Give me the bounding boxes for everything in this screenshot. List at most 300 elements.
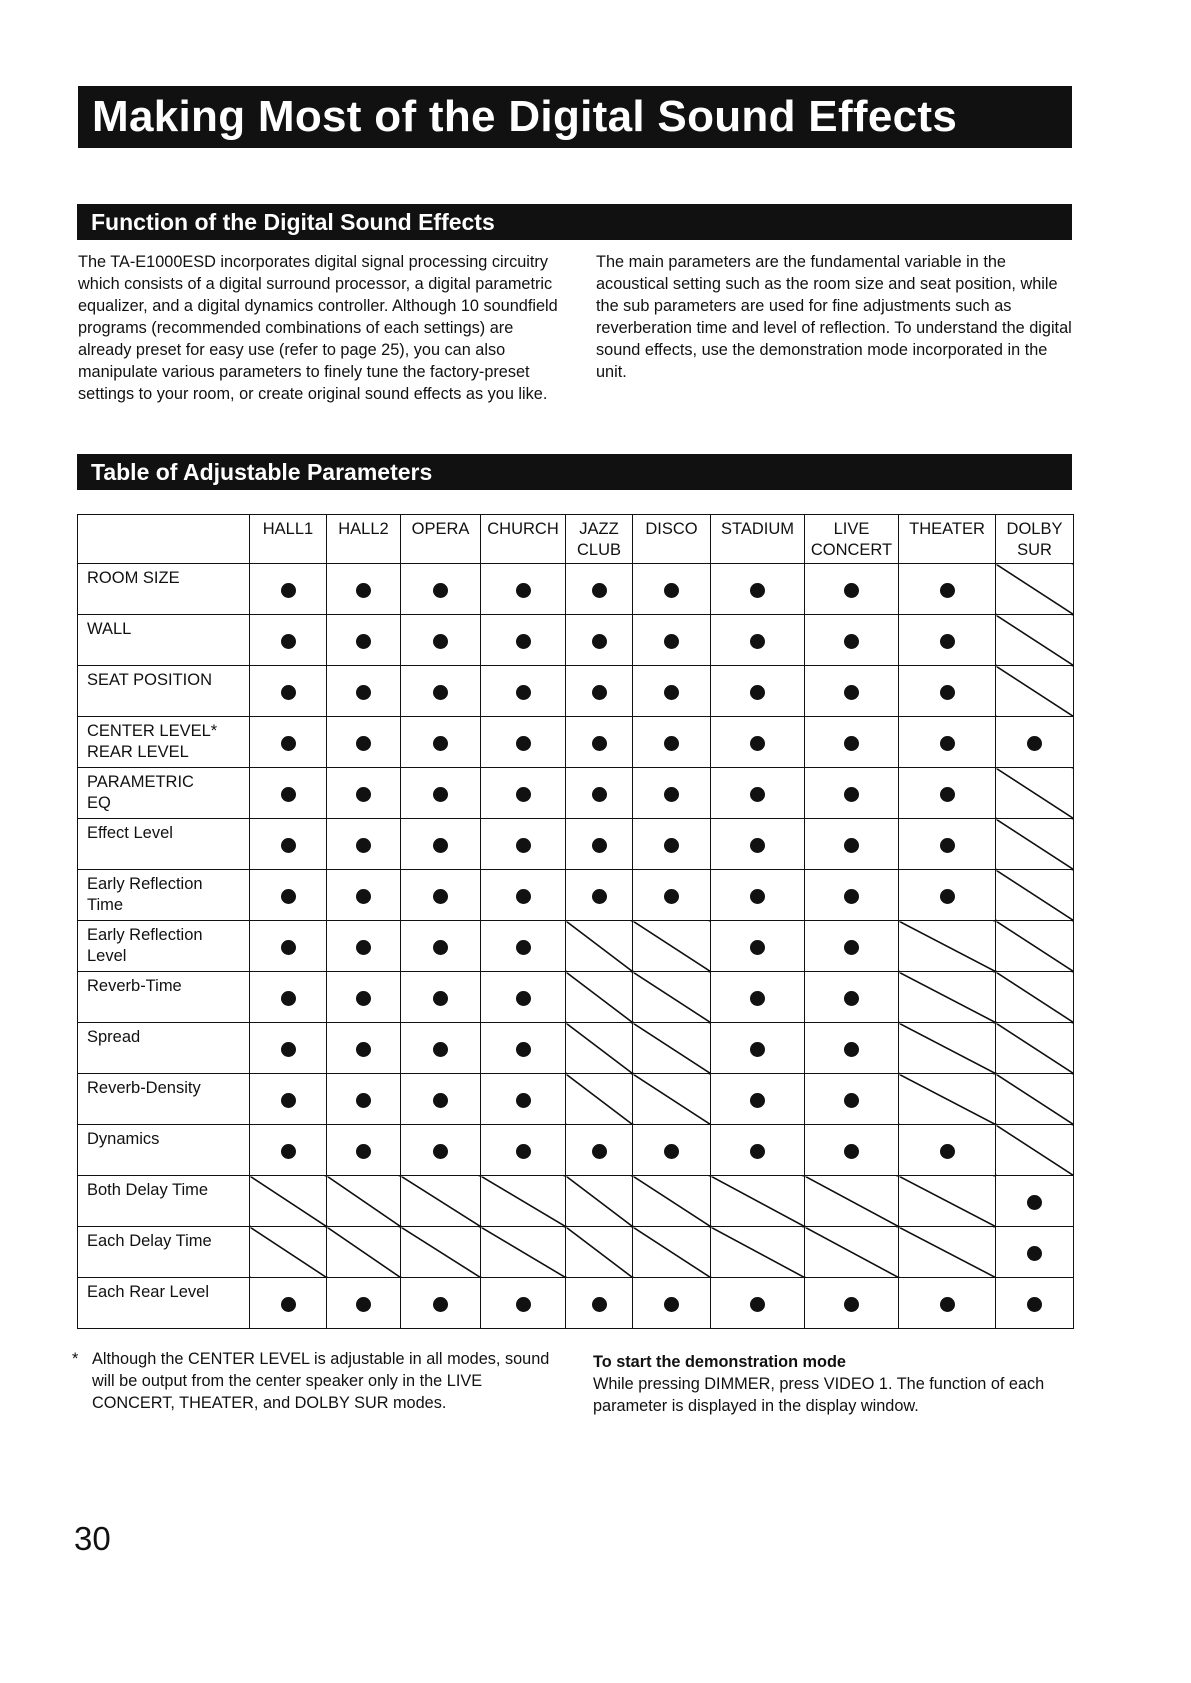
adjustable-cell <box>711 666 805 717</box>
adjustable-cell <box>899 1125 996 1176</box>
adjustable-dot-icon <box>844 838 859 853</box>
not-applicable-cell <box>996 1074 1074 1125</box>
adjustable-cell <box>566 768 633 819</box>
adjustable-dot-icon <box>664 1297 679 1312</box>
adjustable-cell <box>401 717 481 768</box>
adjustable-cell <box>327 717 401 768</box>
adjustable-dot-icon <box>664 787 679 802</box>
adjustable-cell <box>899 819 996 870</box>
not-applicable-cell <box>899 921 996 972</box>
adjustable-cell <box>633 615 711 666</box>
adjustable-cell <box>401 768 481 819</box>
adjustable-dot-icon <box>356 838 371 853</box>
adjustable-dot-icon <box>844 583 859 598</box>
adjustable-cell <box>327 768 401 819</box>
not-applicable-cell <box>805 1227 899 1278</box>
adjustable-cell <box>899 870 996 921</box>
demo-text: While pressing DIMMER, press VIDEO 1. The function of each parameter is displayed in the display window. <box>593 1375 1045 1415</box>
adjustable-dot-icon <box>592 685 607 700</box>
adjustable-dot-icon <box>516 1144 531 1159</box>
not-applicable-cell <box>899 1176 996 1227</box>
adjustable-dot-icon <box>281 838 296 853</box>
not-applicable-cell <box>996 819 1074 870</box>
adjustable-dot-icon <box>433 1042 448 1057</box>
adjustable-cell <box>996 1176 1074 1227</box>
adjustable-cell <box>633 1278 711 1329</box>
adjustable-dot-icon <box>433 991 448 1006</box>
adjustable-dot-icon <box>356 889 371 904</box>
adjustable-cell <box>711 972 805 1023</box>
not-applicable-cell <box>566 1074 633 1125</box>
adjustable-cell <box>327 666 401 717</box>
adjustable-cell <box>899 768 996 819</box>
not-applicable-cell <box>996 768 1074 819</box>
adjustable-cell <box>401 1074 481 1125</box>
table-row <box>78 564 1074 615</box>
not-applicable-cell <box>899 1023 996 1074</box>
footnote-text: Although the CENTER LEVEL is adjustable in all modes, sound will be output from the center speaker only in the LIVE CONCERT, THEATER, and DOLBY SUR modes. <box>92 1350 550 1412</box>
table-row <box>78 615 1074 666</box>
adjustable-dot-icon <box>516 583 531 598</box>
not-applicable-cell <box>250 1176 327 1227</box>
adjustable-cell <box>805 870 899 921</box>
table-row <box>78 1125 1074 1176</box>
adjustable-dot-icon <box>750 1042 765 1057</box>
adjustable-dot-icon <box>1027 1195 1042 1210</box>
adjustable-cell <box>633 1125 711 1176</box>
adjustable-cell <box>250 1278 327 1329</box>
adjustable-cell <box>401 666 481 717</box>
adjustable-dot-icon <box>750 1297 765 1312</box>
adjustable-cell <box>805 1278 899 1329</box>
row-label: PARAMETRIC EQ <box>78 768 250 819</box>
not-applicable-cell <box>633 1176 711 1227</box>
page-number: 30 <box>74 1520 111 1557</box>
adjustable-cell <box>711 1278 805 1329</box>
column-header: DISCO <box>633 515 711 564</box>
adjustable-dot-icon <box>664 634 679 649</box>
adjustable-dot-icon <box>356 1144 371 1159</box>
not-applicable-cell <box>805 1176 899 1227</box>
adjustable-cell <box>566 870 633 921</box>
adjustable-dot-icon <box>516 685 531 700</box>
not-applicable-cell <box>566 1023 633 1074</box>
adjustable-dot-icon <box>281 634 296 649</box>
not-applicable-cell <box>481 1176 566 1227</box>
adjustable-dot-icon <box>433 1144 448 1159</box>
adjustable-dot-icon <box>940 1144 955 1159</box>
table-row <box>78 1023 1074 1074</box>
not-applicable-cell <box>633 1023 711 1074</box>
adjustable-dot-icon <box>844 1144 859 1159</box>
adjustable-cell <box>481 972 566 1023</box>
not-applicable-cell <box>481 1227 566 1278</box>
adjustable-cell <box>633 768 711 819</box>
adjustable-cell <box>327 921 401 972</box>
not-applicable-cell <box>633 1074 711 1125</box>
adjustable-cell <box>805 921 899 972</box>
adjustable-cell <box>996 717 1074 768</box>
adjustable-cell <box>481 870 566 921</box>
adjustable-dot-icon <box>592 583 607 598</box>
not-applicable-cell <box>250 1227 327 1278</box>
parameters-table <box>77 514 1074 1329</box>
adjustable-cell <box>899 666 996 717</box>
adjustable-cell <box>566 1278 633 1329</box>
adjustable-dot-icon <box>844 685 859 700</box>
adjustable-dot-icon <box>664 685 679 700</box>
table-body <box>78 564 1074 1329</box>
row-label: Early Reflection Level <box>78 921 250 972</box>
table-section-heading: Table of Adjustable Parameters <box>77 454 1072 490</box>
adjustable-cell <box>996 1278 1074 1329</box>
not-applicable-cell <box>327 1176 401 1227</box>
adjustable-cell <box>899 1278 996 1329</box>
adjustable-cell <box>711 768 805 819</box>
adjustable-cell <box>250 870 327 921</box>
adjustable-dot-icon <box>516 736 531 751</box>
adjustable-dot-icon <box>356 940 371 955</box>
function-paragraph-left: The TA-E1000ESD incorporates digital signal processing circuitry which consists of a digital surround processor, a digital parametric equalizer, and a digital dynamics controller. Although 10 soundfield programs (recommended combinations of each settings) are already preset for easy use (refer to page 25), you can also manipulate various parameters to finely tune the factory-preset settings to your room, or create original sound effects as you like. <box>78 253 558 403</box>
adjustable-dot-icon <box>940 889 955 904</box>
adjustable-cell <box>566 564 633 615</box>
adjustable-dot-icon <box>750 991 765 1006</box>
adjustable-cell <box>250 819 327 870</box>
adjustable-dot-icon <box>281 1144 296 1159</box>
adjustable-dot-icon <box>281 1042 296 1057</box>
adjustable-cell <box>327 972 401 1023</box>
adjustable-cell <box>401 1125 481 1176</box>
adjustable-cell <box>805 564 899 615</box>
not-applicable-cell <box>711 1227 805 1278</box>
adjustable-cell <box>566 666 633 717</box>
adjustable-cell <box>401 870 481 921</box>
adjustable-dot-icon <box>516 1042 531 1057</box>
column-header: THEATER <box>899 515 996 564</box>
adjustable-cell <box>805 972 899 1023</box>
adjustable-dot-icon <box>356 1297 371 1312</box>
adjustable-dot-icon <box>664 838 679 853</box>
adjustable-dot-icon <box>664 583 679 598</box>
adjustable-dot-icon <box>844 1042 859 1057</box>
adjustable-cell <box>327 564 401 615</box>
adjustable-dot-icon <box>433 940 448 955</box>
row-label: Early Reflection Time <box>78 870 250 921</box>
adjustable-dot-icon <box>433 787 448 802</box>
row-label: ROOM SIZE <box>78 564 250 615</box>
adjustable-cell <box>711 615 805 666</box>
not-applicable-cell <box>996 615 1074 666</box>
adjustable-cell <box>481 1074 566 1125</box>
adjustable-cell <box>481 717 566 768</box>
adjustable-dot-icon <box>940 583 955 598</box>
row-label: Spread <box>78 1023 250 1074</box>
adjustable-cell <box>899 564 996 615</box>
adjustable-dot-icon <box>844 736 859 751</box>
not-applicable-cell <box>633 1227 711 1278</box>
not-applicable-cell <box>401 1227 481 1278</box>
table-row <box>78 1074 1074 1125</box>
adjustable-cell <box>327 1074 401 1125</box>
adjustable-dot-icon <box>356 583 371 598</box>
adjustable-cell <box>481 1023 566 1074</box>
adjustable-cell <box>711 1074 805 1125</box>
adjustable-cell <box>481 615 566 666</box>
adjustable-cell <box>805 1125 899 1176</box>
adjustable-dot-icon <box>844 1093 859 1108</box>
adjustable-cell <box>401 564 481 615</box>
adjustable-cell <box>481 666 566 717</box>
adjustable-dot-icon <box>750 634 765 649</box>
adjustable-dot-icon <box>844 787 859 802</box>
adjustable-dot-icon <box>433 889 448 904</box>
row-label: Reverb-Density <box>78 1074 250 1125</box>
adjustable-cell <box>250 972 327 1023</box>
adjustable-dot-icon <box>844 1297 859 1312</box>
adjustable-dot-icon <box>750 1093 765 1108</box>
adjustable-cell <box>805 1023 899 1074</box>
adjustable-cell <box>996 1227 1074 1278</box>
adjustable-cell <box>250 564 327 615</box>
adjustable-dot-icon <box>592 787 607 802</box>
adjustable-dot-icon <box>750 838 765 853</box>
adjustable-dot-icon <box>516 1093 531 1108</box>
adjustable-cell <box>805 1074 899 1125</box>
footnote <box>72 1348 552 1414</box>
not-applicable-cell <box>899 1074 996 1125</box>
adjustable-dot-icon <box>356 1093 371 1108</box>
adjustable-cell <box>711 921 805 972</box>
adjustable-dot-icon <box>516 991 531 1006</box>
table-row <box>78 819 1074 870</box>
adjustable-dot-icon <box>281 991 296 1006</box>
adjustable-cell <box>711 870 805 921</box>
not-applicable-cell <box>711 1176 805 1227</box>
adjustable-cell <box>711 564 805 615</box>
adjustable-cell <box>481 819 566 870</box>
column-header: OPERA <box>401 515 481 564</box>
table-row <box>78 1278 1074 1329</box>
adjustable-dot-icon <box>433 1297 448 1312</box>
adjustable-dot-icon <box>516 940 531 955</box>
column-header: STADIUM <box>711 515 805 564</box>
adjustable-dot-icon <box>516 889 531 904</box>
adjustable-dot-icon <box>281 1297 296 1312</box>
column-header: CHURCH <box>481 515 566 564</box>
adjustable-cell <box>401 819 481 870</box>
adjustable-cell <box>401 972 481 1023</box>
not-applicable-cell <box>996 870 1074 921</box>
column-header: HALL1 <box>250 515 327 564</box>
adjustable-cell <box>250 1074 327 1125</box>
function-section-heading: Function of the Digital Sound Effects <box>77 204 1072 240</box>
not-applicable-cell <box>996 972 1074 1023</box>
adjustable-cell <box>711 1023 805 1074</box>
demo-heading: To start the demonstration mode <box>593 1353 846 1371</box>
adjustable-dot-icon <box>592 1297 607 1312</box>
not-applicable-cell <box>566 1176 633 1227</box>
adjustable-cell <box>250 1125 327 1176</box>
adjustable-dot-icon <box>844 889 859 904</box>
table-row <box>78 921 1074 972</box>
not-applicable-cell <box>633 921 711 972</box>
adjustable-dot-icon <box>750 1144 765 1159</box>
adjustable-dot-icon <box>516 838 531 853</box>
adjustable-dot-icon <box>592 634 607 649</box>
adjustable-dot-icon <box>592 838 607 853</box>
adjustable-cell <box>566 615 633 666</box>
adjustable-dot-icon <box>433 685 448 700</box>
not-applicable-cell <box>566 972 633 1023</box>
not-applicable-cell <box>899 1227 996 1278</box>
not-applicable-cell <box>996 564 1074 615</box>
row-label: Dynamics <box>78 1125 250 1176</box>
row-label: Each Delay Time <box>78 1227 250 1278</box>
adjustable-cell <box>327 1278 401 1329</box>
adjustable-dot-icon <box>750 940 765 955</box>
adjustable-dot-icon <box>516 634 531 649</box>
adjustable-dot-icon <box>356 634 371 649</box>
adjustable-dot-icon <box>433 736 448 751</box>
row-label: SEAT POSITION <box>78 666 250 717</box>
adjustable-cell <box>805 717 899 768</box>
adjustable-dot-icon <box>940 634 955 649</box>
adjustable-dot-icon <box>750 787 765 802</box>
adjustable-dot-icon <box>1027 1246 1042 1261</box>
adjustable-cell <box>401 921 481 972</box>
adjustable-cell <box>633 666 711 717</box>
adjustable-dot-icon <box>433 838 448 853</box>
adjustable-cell <box>805 768 899 819</box>
not-applicable-cell <box>401 1176 481 1227</box>
adjustable-cell <box>481 564 566 615</box>
adjustable-cell <box>481 921 566 972</box>
adjustable-cell <box>711 717 805 768</box>
not-applicable-cell <box>566 1227 633 1278</box>
adjustable-dot-icon <box>940 838 955 853</box>
column-header: LIVE CONCERT <box>805 515 899 564</box>
table-row <box>78 870 1074 921</box>
adjustable-dot-icon <box>844 991 859 1006</box>
function-paragraph-right: The main parameters are the fundamental variable in the acoustical setting such as the room size and seat position, while the sub parameters are used for fine adjustments such as reverberation time and level of reflection. To understand the digital sound effects, use the demonstration mode incorporated in the unit. <box>596 253 1072 381</box>
adjustable-cell <box>481 768 566 819</box>
adjustable-dot-icon <box>664 1144 679 1159</box>
adjustable-dot-icon <box>592 736 607 751</box>
adjustable-cell <box>633 819 711 870</box>
demo-instructions <box>593 1351 1073 1417</box>
adjustable-dot-icon <box>844 634 859 649</box>
adjustable-dot-icon <box>664 889 679 904</box>
adjustable-dot-icon <box>433 634 448 649</box>
adjustable-dot-icon <box>844 940 859 955</box>
adjustable-cell <box>633 870 711 921</box>
adjustable-dot-icon <box>433 583 448 598</box>
adjustable-cell <box>481 1125 566 1176</box>
adjustable-dot-icon <box>516 787 531 802</box>
adjustable-dot-icon <box>516 1297 531 1312</box>
adjustable-cell <box>633 717 711 768</box>
not-applicable-cell <box>633 972 711 1023</box>
adjustable-cell <box>899 615 996 666</box>
column-header: DOLBY SUR <box>996 515 1074 564</box>
adjustable-cell <box>250 768 327 819</box>
not-applicable-cell <box>996 666 1074 717</box>
adjustable-dot-icon <box>750 736 765 751</box>
adjustable-dot-icon <box>281 889 296 904</box>
adjustable-dot-icon <box>281 736 296 751</box>
adjustable-cell <box>250 1023 327 1074</box>
adjustable-dot-icon <box>940 787 955 802</box>
adjustable-cell <box>481 1278 566 1329</box>
column-header: JAZZ CLUB <box>566 515 633 564</box>
adjustable-dot-icon <box>750 583 765 598</box>
adjustable-cell <box>633 564 711 615</box>
adjustable-cell <box>566 819 633 870</box>
adjustable-cell <box>711 819 805 870</box>
page-title: Making Most of the Digital Sound Effects <box>78 86 1072 148</box>
adjustable-dot-icon <box>750 685 765 700</box>
adjustable-dot-icon <box>664 736 679 751</box>
column-header: HALL2 <box>327 515 401 564</box>
adjustable-dot-icon <box>356 685 371 700</box>
adjustable-dot-icon <box>940 1297 955 1312</box>
adjustable-dot-icon <box>356 991 371 1006</box>
row-label: CENTER LEVEL* REAR LEVEL <box>78 717 250 768</box>
adjustable-cell <box>805 819 899 870</box>
table-row <box>78 1176 1074 1227</box>
not-applicable-cell <box>899 972 996 1023</box>
row-label: Both Delay Time <box>78 1176 250 1227</box>
adjustable-cell <box>250 666 327 717</box>
table-row <box>78 717 1074 768</box>
adjustable-cell <box>401 615 481 666</box>
table-row <box>78 768 1074 819</box>
adjustable-cell <box>327 819 401 870</box>
adjustable-cell <box>250 615 327 666</box>
row-label: Effect Level <box>78 819 250 870</box>
not-applicable-cell <box>996 1023 1074 1074</box>
adjustable-cell <box>401 1023 481 1074</box>
not-applicable-cell <box>327 1227 401 1278</box>
adjustable-dot-icon <box>281 583 296 598</box>
adjustable-dot-icon <box>940 736 955 751</box>
adjustable-cell <box>566 1125 633 1176</box>
row-label: Each Rear Level <box>78 1278 250 1329</box>
table-corner-cell <box>78 515 250 564</box>
table-header-row <box>78 515 1074 564</box>
adjustable-dot-icon <box>592 1144 607 1159</box>
adjustable-dot-icon <box>592 889 607 904</box>
adjustable-cell <box>566 717 633 768</box>
adjustable-dot-icon <box>281 787 296 802</box>
adjustable-dot-icon <box>1027 736 1042 751</box>
footnote-asterisk: * <box>72 1350 79 1368</box>
not-applicable-cell <box>566 921 633 972</box>
table-row <box>78 666 1074 717</box>
adjustable-dot-icon <box>356 787 371 802</box>
adjustable-cell <box>899 717 996 768</box>
adjustable-cell <box>805 666 899 717</box>
adjustable-dot-icon <box>281 1093 296 1108</box>
row-label: WALL <box>78 615 250 666</box>
adjustable-cell <box>327 1023 401 1074</box>
adjustable-cell <box>401 1278 481 1329</box>
adjustable-dot-icon <box>1027 1297 1042 1312</box>
adjustable-dot-icon <box>433 1093 448 1108</box>
adjustable-cell <box>327 615 401 666</box>
not-applicable-cell <box>996 921 1074 972</box>
adjustable-cell <box>250 717 327 768</box>
